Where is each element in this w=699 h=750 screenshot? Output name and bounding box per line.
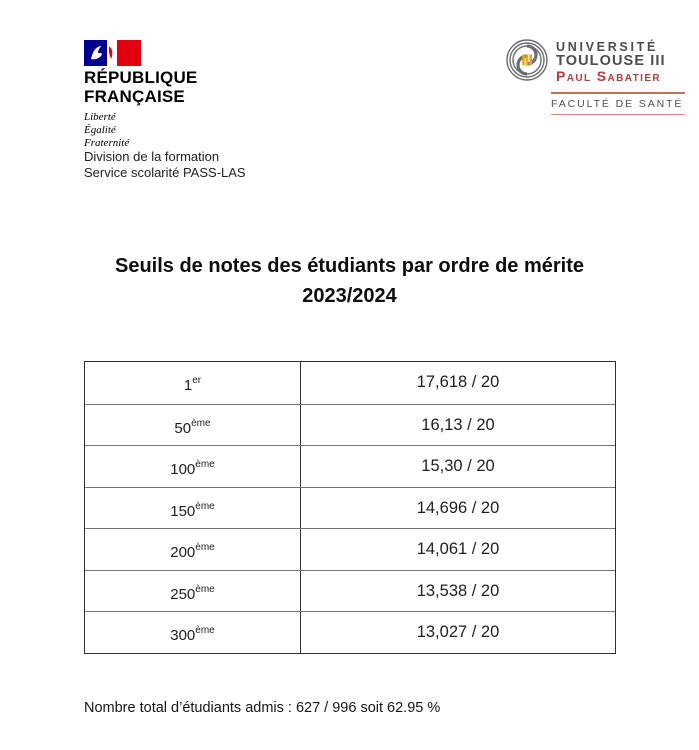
rank-cell — [85, 612, 301, 653]
rank-value: 50 — [174, 419, 192, 437]
rank-superscript: ème — [195, 625, 215, 636]
motto-line-liberte: Liberté — [84, 111, 116, 123]
thresholds-table — [84, 361, 616, 654]
admitted-summary: Nombre total d’étudiants admis : 627 / 996 soit 62.95 % — [84, 700, 441, 716]
score-cell: 16,13 / 20 — [421, 415, 495, 434]
university-logo — [505, 38, 666, 84]
score-cell: 14,696 / 20 — [416, 498, 500, 517]
university-name-line3: Paul Sabatier — [556, 68, 662, 84]
rank-superscript: ème — [195, 500, 215, 512]
republic-name-line2: FRANÇAISE — [84, 87, 185, 106]
table-row — [85, 570, 615, 612]
rank-cell — [85, 362, 301, 404]
rank-value: 300 — [170, 627, 196, 644]
rank-value: 200 — [170, 544, 196, 561]
score-cell: 13,027 / 20 — [416, 623, 500, 641]
rank-cell — [85, 488, 301, 529]
rank-value: 1 — [183, 377, 193, 394]
rank-value: 150 — [170, 502, 196, 520]
republic-name-line1: RÉPUBLIQUE — [84, 68, 198, 87]
page-title-year: 2023/2024 — [302, 285, 397, 307]
rank-cell — [85, 529, 301, 570]
republique-francaise-logo — [84, 40, 197, 150]
rank-superscript: ème — [195, 583, 215, 595]
motto-line-fraternite: Fraternité — [84, 137, 130, 149]
rank-superscript: ème — [195, 459, 215, 470]
republic-motto — [84, 111, 197, 150]
rank-superscript: er — [192, 375, 202, 386]
rank-superscript: ème — [195, 542, 215, 553]
table-row — [85, 445, 615, 487]
rank-cell — [85, 571, 301, 612]
table-row — [85, 404, 615, 446]
page-title-line1: Seuils de notes des étudiants par ordre de mérite — [114, 255, 585, 277]
rank-value: 250 — [170, 585, 196, 603]
table-row — [85, 528, 615, 570]
table-row — [85, 362, 615, 404]
rank-cell — [85, 405, 301, 446]
rank-superscript: ème — [191, 417, 211, 429]
score-cell: 13,538 / 20 — [416, 581, 500, 600]
table-row — [85, 487, 615, 529]
page-title — [0, 251, 699, 311]
division-line: Division de la formation — [84, 149, 220, 164]
score-cell: 14,061 / 20 — [416, 540, 500, 558]
rank-value: 100 — [170, 461, 196, 478]
service-block — [84, 149, 246, 181]
service-line: Service scolarité PASS-LAS — [84, 165, 246, 180]
score-cell: 17,618 / 20 — [416, 373, 500, 391]
faculty-banner: FACULTÉ DE SANTÉ — [551, 92, 685, 115]
score-cell: 15,30 / 20 — [421, 457, 495, 475]
table-row — [85, 611, 615, 653]
rank-cell — [85, 446, 301, 487]
university-name-line2: TOULOUSE III — [556, 53, 666, 69]
university-emblem-icon — [505, 38, 549, 82]
motto-line-egalite: Égalité — [84, 124, 116, 136]
university-name-line1: UNIVERSITÉ — [556, 40, 659, 54]
french-flag-icon — [84, 40, 141, 66]
